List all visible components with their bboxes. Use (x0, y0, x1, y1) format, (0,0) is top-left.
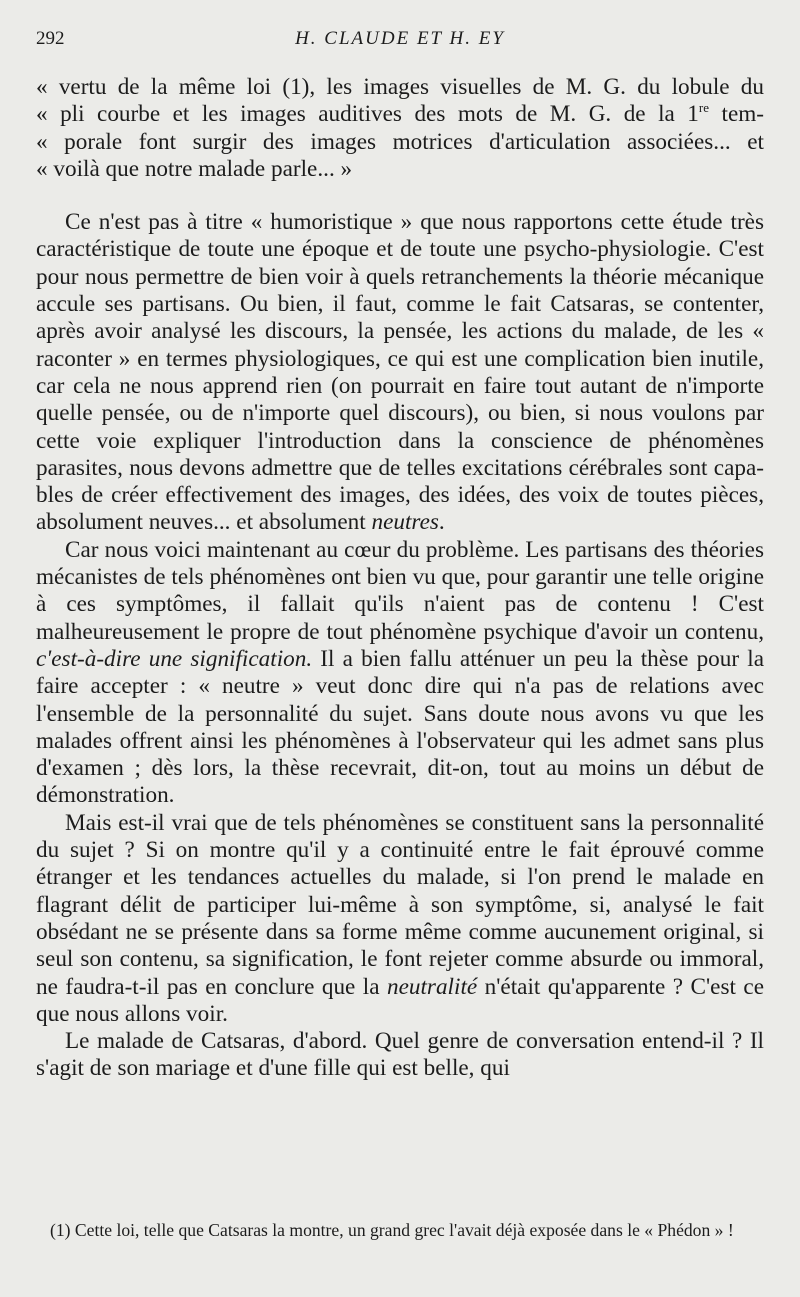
footnote (36, 1218, 764, 1242)
paragraph-text: Il a bien fallu atténuer un peu la thèse pour la faire accepter : « neutre » veut donc dire qui n'a pas de relations avec l'ensemble de la personnalité du sujet. Sans doute nous avons vu que les malades offrent ainsi les phénomènes à l'observateur qui les admet sans plus d'examen ; dès lors, la thèse recevrait, dit-on, tout au moins un début de démonstration. (36, 645, 764, 809)
quote-text: « pli courbe et les images auditives des mots de M. G. de la 1 (36, 101, 699, 128)
running-title: H. CLAUDE ET H. EY (295, 28, 505, 49)
body-text (36, 74, 764, 1083)
paragraph (36, 1028, 764, 1083)
paragraph (36, 209, 764, 537)
paragraph (36, 537, 764, 810)
emphasis-text: neutres (371, 509, 439, 536)
quote-line: « vertu de la même loi (1), les images visuelles de M. G. du lobule du (36, 74, 764, 100)
quotation-block (36, 74, 764, 183)
paragraph (36, 810, 764, 1028)
quote-line: « porale font surgir des images motrices d'articulation associées... et (36, 128, 764, 155)
emphasis-text: c'est-à-dire une signification. (36, 645, 313, 672)
quote-line: « voilà que notre malade parle... » (36, 155, 353, 182)
quote-line (36, 101, 764, 128)
page-header (36, 28, 764, 58)
emphasis-text: neutralité (387, 973, 478, 1000)
footnote-text: (1) Cette loi, telle que Catsaras la montre, un grand grec l'avait déjà exposée dans le « Phédon » ! (50, 1220, 734, 1240)
paragraph-text: n'était qu'apparente ? C'est ce que nous allons voir. (36, 973, 764, 1027)
paragraph-text: . (438, 509, 445, 536)
page-number: 292 (36, 28, 65, 49)
paragraph-text: Mais est-il vrai que de tels phénomènes se constituent sans la personnalité du sujet ? Si on montre qu'il y a continuité entre le fait éprouvé comme étranger et les tendances actuelles du malade, si l'on prend le malade en flagrant délit de participer lui-même à son symptôme, si, analysé le fait obsédant ne se présente dans sa forme même comme aucunement original, si seul son contenu, sa signification, le font rejeter comme absurde ou immoral, ne faudra-t-il pas en conclure que la (36, 809, 764, 1000)
ordinal-superscript: re (698, 100, 710, 116)
paragraph-text: Le malade de Catsaras, d'abord. Quel genre de conversation entend-il ? Il s'agit de son mariage et d'une fille qui est belle, qui (36, 1028, 764, 1082)
paragraph-text: Car nous voici maintenant au cœur du problème. Les partisans des théories mécanistes de tels phénomènes ont bien vu que, pour garantir une telle origine à ces symptômes, il fallait qu'ils n'aient pas de contenu ! C'est malheureusement le propre de tout phénomène psychique d'avoir un contenu, (36, 536, 764, 645)
paragraph-text: Ce n'est pas à titre « humoristique » que nous rapportons cette étude très caractéristique de toute une époque et de toute une psycho-physiologie. C'est pour nous permettre de bien voir à quels retranchements la théorie mécanique accule ses partisans. Ou bien, il faut, comme le fait Catsaras, se contenter, après avoir analysé les discours, la pensée, les actions du malade, de les « raconter » en termes physiologiques, ce qui est une complication bien inutile, car cela ne nous apprend rien (on pourrait en faire tout autant de n'importe quelle pensée, ou de n'importe quel discours), ou bien, si nous voulons par cette voie expliquer l'introduction dans la conscience de phénomènes parasites, nous devons admettre que de telles excitations cérébrales sont capables de créer effectivement des images, des idées, des voix de toutes pièces, absolument neuves... et absolument (36, 209, 764, 536)
quote-text: tem- (709, 101, 764, 128)
